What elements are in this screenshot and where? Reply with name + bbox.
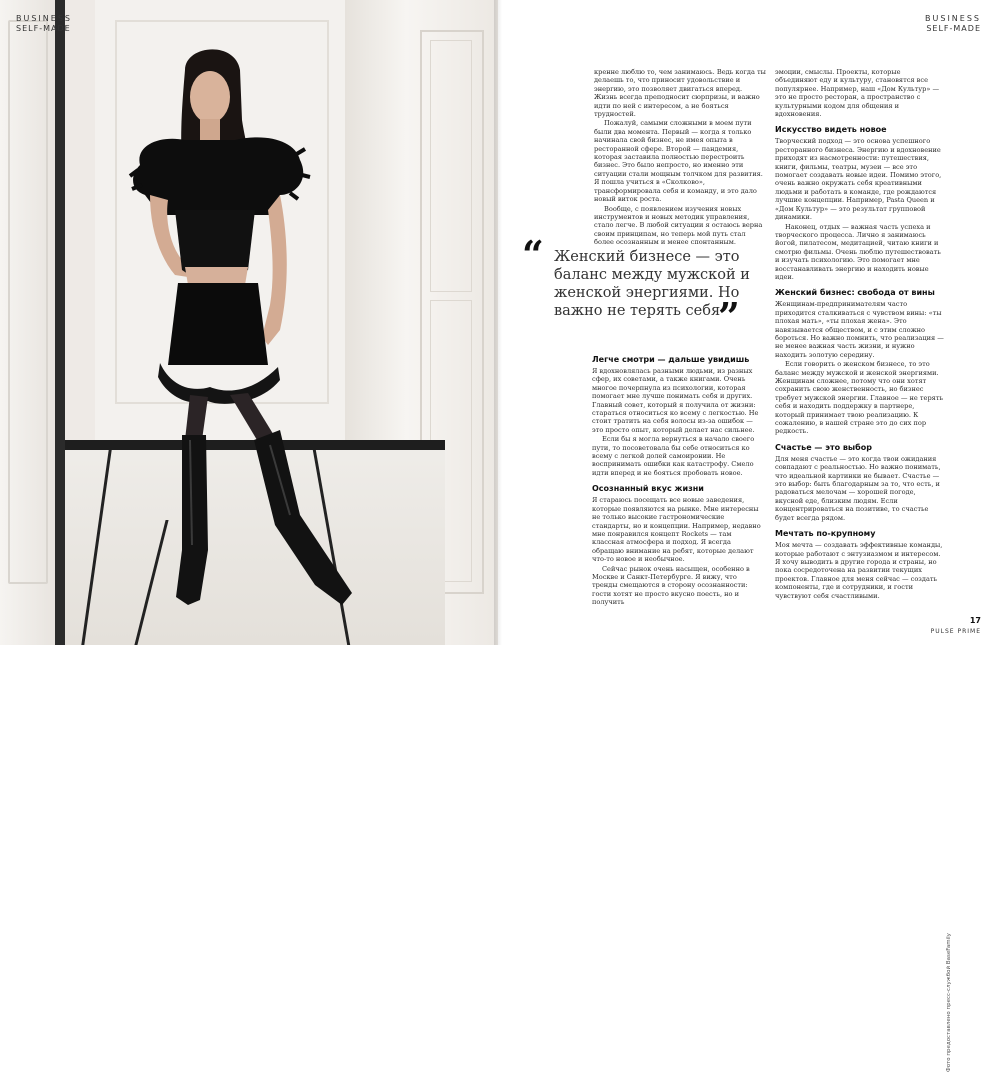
paragraph: эмоции, смыслы. Проекты, которые объединяют еду и культуру, становятся все популярнее. Например, наш «Дом Культур» — это не просто ресторан, а пространство с культурными кодом для общения и вдохновения. — [775, 68, 940, 119]
left-door-panel — [8, 20, 48, 584]
column-a-top — [594, 68, 766, 248]
paragraph: Вообще, с появлением изучения новых инструментов и новых методик управления, стало легче. В любой ситуации я остаюсь верна своим принципам, но теперь мой путь стал более осознанным и менее спонтанным. — [594, 204, 763, 247]
subheading: Женский бизнес: свобода от вины — [775, 288, 935, 298]
paragraph: кренне люблю то, чем занимаюсь. Ведь когда ты делаешь то, что приносит удовольствие и энергию, это позволяет двигаться вперед. Жизнь всегда преподносит сюрпризы, и важно идти по ней с интересом, а не бояться трудностей. — [594, 68, 766, 119]
section-label: BUSINESS — [16, 14, 72, 23]
subheading: Мечтать по-крупному — [775, 529, 876, 539]
magazine-brand: PULSE PRIME — [930, 628, 981, 635]
portrait-figure — [130, 45, 360, 615]
subheading: Счастье — это выбор — [775, 442, 872, 452]
quote-text: Женский бизнесе — это баланс между мужской и женской энергиями. Но важно не терять себя — [554, 249, 750, 319]
paragraph: Если бы я могла вернуться в начало своего пути, то посоветовала бы себе относиться ко всему с легкой долей самоиронии. Не воспринимать ошибки как катастрофу. Смело идти вперед и не бояться пробовать новое. — [592, 435, 755, 477]
subheading: Осознанный вкус жизни — [592, 484, 704, 494]
quote-close-mark: ” — [718, 294, 740, 339]
subsection-label: SELF-MADE — [16, 24, 71, 33]
quote-open-mark: “ — [522, 232, 544, 277]
left-page-header — [16, 14, 72, 34]
door-frame-shadow — [55, 0, 65, 645]
paragraph: Пожалуй, самыми сложными в моем пути были два момента. Первый — когда я только начинала свой бизнес, не имея опыта в ресторанной сфере. Второй — пандемия, которая заставила полностью перестроить бизнес. Это было непросто, но именно эти ситуации стали мощным толчком для развития. Я пошла учиться в «Сколково», трансформировала себя и команду, и это дало новый виток роста. — [594, 119, 763, 204]
paragraph: Если говорить о женском бизнесе, то это баланс между мужской и женской энергиями. Женщинам сложнее, потому что они хотят сохранить свою женственность, но бизнес требует мужской энергии. Главное — не терять себя и находить поддержку в партнере, который принимает твою реализацию. К сожалению, в нашей стране это до сих пор редкость. — [775, 360, 944, 436]
column-a-bottom — [592, 348, 764, 608]
right-page-header — [925, 14, 981, 34]
photo-credit-wrap — [476, 612, 952, 1072]
paragraph: Творческий подход — это основа успешного ресторанного бизнеса. Энергию и вдохновение приходят из насмотренности: путешествия, книги, фильмы, театры, музеи — все это помогает создавать новые идеи. Помимо этого, очень важно окружать себя креативными людьми и работать в команде, где рождаются лучшие концепции. Например, Pasta Queen и «Дом Культур» — это результат групповой динамики. — [775, 137, 942, 222]
paragraph: Я вдохновлялась разными людьми, из разных сфер, их советами, а также книгами. Очень многое почерпнула из психологии, которая помогает мне лучше понимать себя и других. Главный совет, который я получила от жизни: стараться относиться ко всему с легкостью. Не стоит тратить на себя волосы из-за ошибок — это просто опыт, который делает нас сильнее. — [592, 367, 759, 434]
paragraph: Я стараюсь посещать все новые заведения, которые появляются на рынке. Мне интересны не только высокие гастрономические стандарты, но и концепции. Например, недавно мне понравился концепт Rockets — там классная атмосфера и подход. Я всегда обращаю внимание на ребят, которые делают что-то новое и необычное. — [592, 496, 761, 564]
photo-credit: Фото предоставлено пресс-службой BaseFamily — [946, 933, 952, 1072]
subheading: Искусство видеть новое — [775, 125, 887, 135]
page-gutter — [494, 0, 502, 645]
paragraph: Моя мечта — создавать эффективные команды, которые работают с энтузиазмом и интересом. Я хочу выводить в другие города и страны, но пока сосредоточена на развитии текущих проектов. Главное для меня сейчас — создать компоненты, где и сотрудники, и гости чувствуют себя счастливыми. — [775, 541, 943, 600]
column-b — [775, 68, 945, 601]
text-page — [502, 0, 995, 645]
page-number: 17 — [969, 616, 981, 625]
paragraph: Для меня счастье — это когда твои ожидания совпадают с реальностью. Но важно понимать, что идеальной картинки не бывает. Счастье — это выбор: быть благодарным за то, что есть, и радоваться мелочам — хорошей погоде, вкусной еде, близким людям. Если концентрироваться на позитиве, то счастье будет всегда рядом. — [775, 454, 941, 522]
subheading: Легче смотри — дальше увидишь — [592, 355, 750, 364]
subsection-label: SELF-MADE — [926, 24, 981, 33]
paragraph: Наконец, отдых — важная часть успеха и творческого процесса. Лично я занимаюсь йогой, пилатесом, медитацией, читаю книги и смотрю фильмы. Очень люблю путешествовать и изучать психологию. Это помогает мне восстанавливать энергию и находить новые идеи. — [775, 222, 941, 281]
paragraph: Женщинам-предпринимателям часто приходится сталкиваться с чувством вины: «ты плохая мать», «ты плохая жена». Это навязывается обществом, и с этим сложно бороться. Но важно помнить, что реализация — не менее важная часть жизни, и нужно находить золотую середину. — [775, 300, 944, 359]
section-label: BUSINESS — [925, 14, 981, 23]
pull-quote — [522, 232, 768, 339]
right-door-molding-top — [430, 40, 472, 292]
paragraph: Сейчас рынок очень насыщен, особенно в Москве и Санкт-Петербурге. Я вижу, что тренды смещаются в сторону осознанности: гости хотят не просто вкусно поесть, но и получить — [592, 564, 750, 607]
